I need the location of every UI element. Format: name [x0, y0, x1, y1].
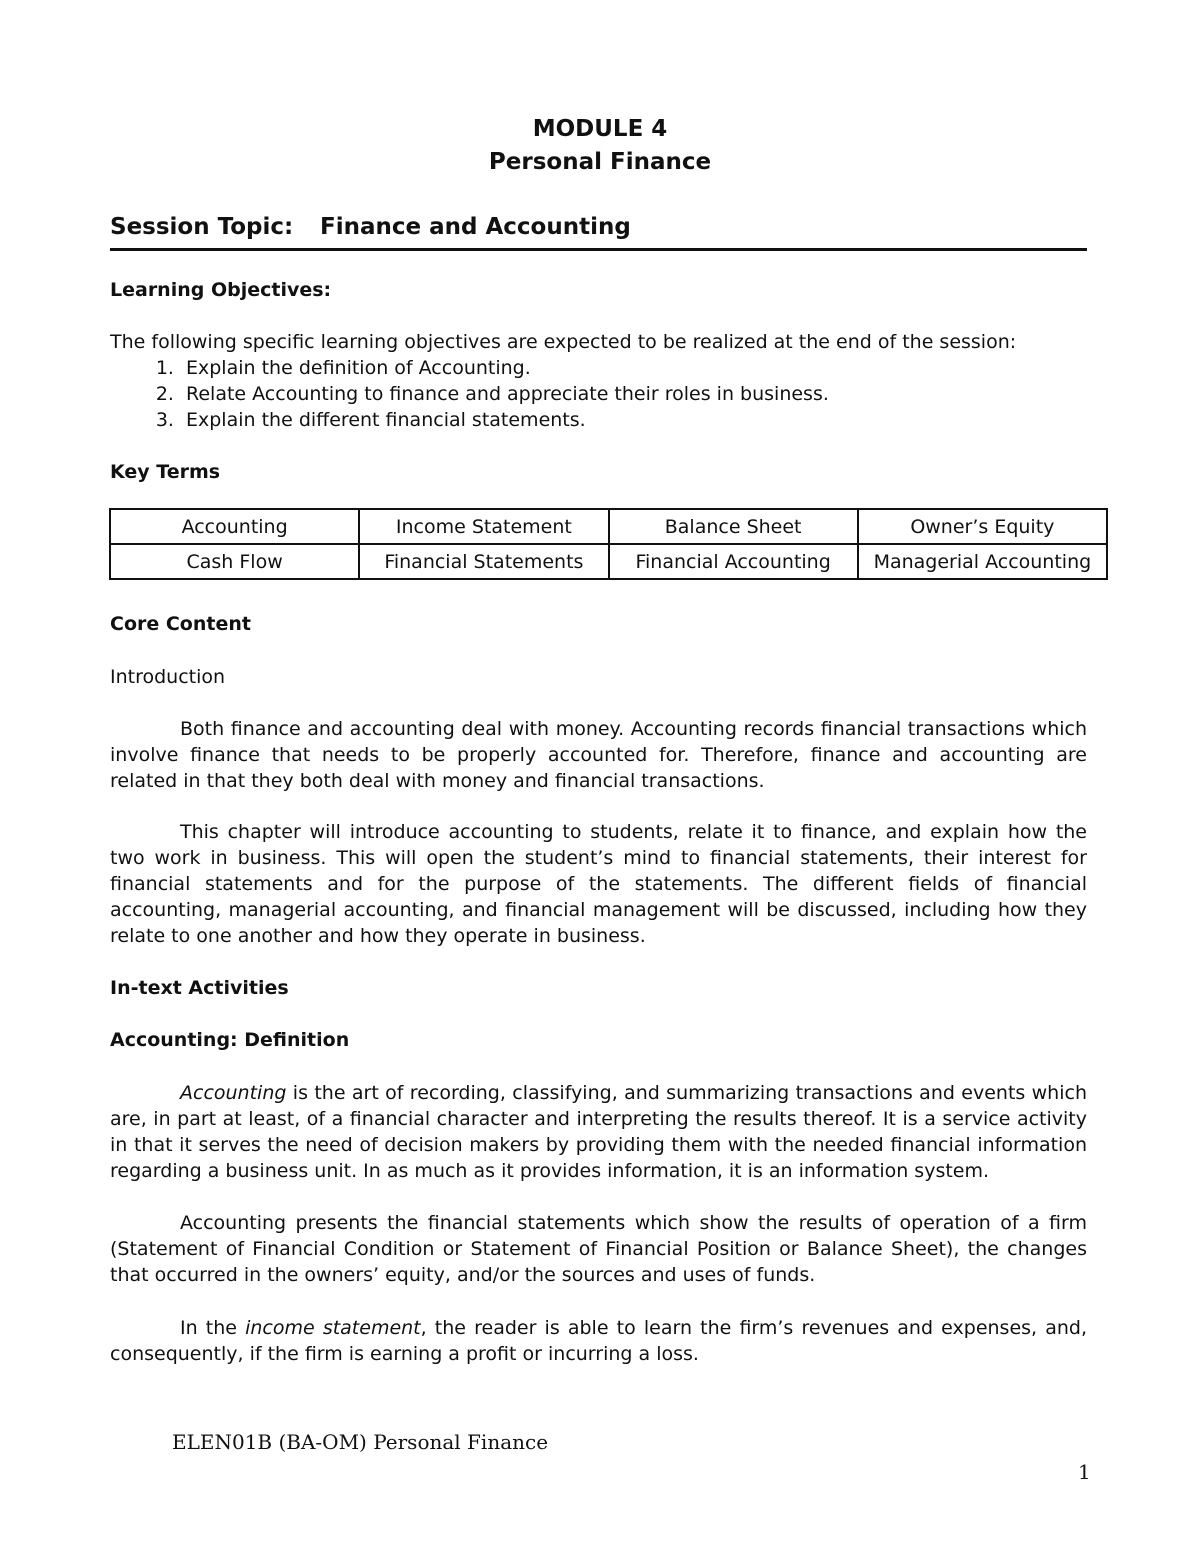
- footer-course: ELEN01B (BA-OM) Personal Finance: [172, 1430, 549, 1454]
- learning-objectives-heading: Learning Objectives:: [110, 279, 332, 301]
- session-topic-value: Finance and Accounting: [320, 214, 631, 240]
- table-cell: Financial Accounting: [609, 544, 858, 579]
- income-text: , the reader is able to learn the firm’s revenues and expenses, and, consequently, if the firm is earning a profit or incurring a loss.: [110, 1317, 1088, 1365]
- table-row: [110, 509, 1107, 544]
- table-cell: Accounting: [110, 509, 359, 544]
- in-text-activities-heading: In-text Activities: [110, 977, 289, 999]
- objectives-intro: The following specific learning objectives are expected to be realized at the end of the session:: [110, 331, 1017, 353]
- table-cell: Cash Flow: [110, 544, 359, 579]
- core-content-heading: Core Content: [110, 613, 251, 635]
- table-cell: Financial Statements: [359, 544, 608, 579]
- module-subtitle: Personal Finance: [488, 149, 712, 175]
- definition-text: is the art of recording, classifying, and summarizing transactions and events which are, in part at least, of a financial character and interpreting the results thereof. It is a service activity in that it serves the need of decision makers by providing them with the needed financial information regarding a business unit. In as much as it provides information, it is an information system.: [110, 1082, 1087, 1182]
- session-topic-bar: [110, 214, 1087, 251]
- accounting-definition-heading: Accounting: Definition: [110, 1029, 350, 1051]
- key-terms-table: [109, 508, 1108, 580]
- income-lead: In the: [180, 1317, 246, 1339]
- table-cell: Managerial Accounting: [858, 544, 1107, 579]
- table-cell: Balance Sheet: [609, 509, 858, 544]
- objectives-list: [110, 355, 829, 433]
- module-title: MODULE 4: [532, 116, 668, 142]
- objective-item: 3. Explain the different financial statements.: [180, 407, 829, 433]
- income-statement-paragraph: [110, 1315, 1087, 1367]
- intro-paragraph-1: Both finance and accounting deal with money. Accounting records financial transactions which involve finance that needs to be properly accounted for. Therefore, finance and accounting are related in that they both deal with money and financial transactions.: [110, 718, 1087, 792]
- session-topic-label: Session Topic:: [110, 214, 294, 240]
- page-number: 1: [1078, 1460, 1091, 1484]
- accounting-term: Accounting: [180, 1082, 287, 1104]
- table-cell: Income Statement: [359, 509, 608, 544]
- table-row: [110, 544, 1107, 579]
- objective-item: 1. Explain the definition of Accounting.: [180, 355, 829, 381]
- table-cell: Owner’s Equity: [858, 509, 1107, 544]
- intro-paragraph-2: This chapter will introduce accounting to students, relate it to finance, and explain how the two work in business. This will open the student’s mind to financial statements, their interest for financial statements and for the purpose of the statements. The different fields of financial accounting, managerial accounting, and financial management will be discussed, including how they relate to one another and how they operate in business.: [110, 821, 1087, 947]
- objective-item: 2. Relate Accounting to finance and appreciate their roles in business.: [180, 381, 829, 407]
- income-statement-term: income statement: [245, 1317, 421, 1339]
- key-terms-heading: Key Terms: [110, 461, 221, 483]
- definition-paragraph: [110, 1080, 1087, 1184]
- introduction-label: Introduction: [110, 666, 226, 688]
- financial-statements-paragraph: Accounting presents the financial statements which show the results of operation of a firm (Statement of Financial Condition or Statement of Financial Position or Balance Sheet), the changes that occurred in the owners’ equity, and/or the sources and uses of funds.: [110, 1212, 1087, 1286]
